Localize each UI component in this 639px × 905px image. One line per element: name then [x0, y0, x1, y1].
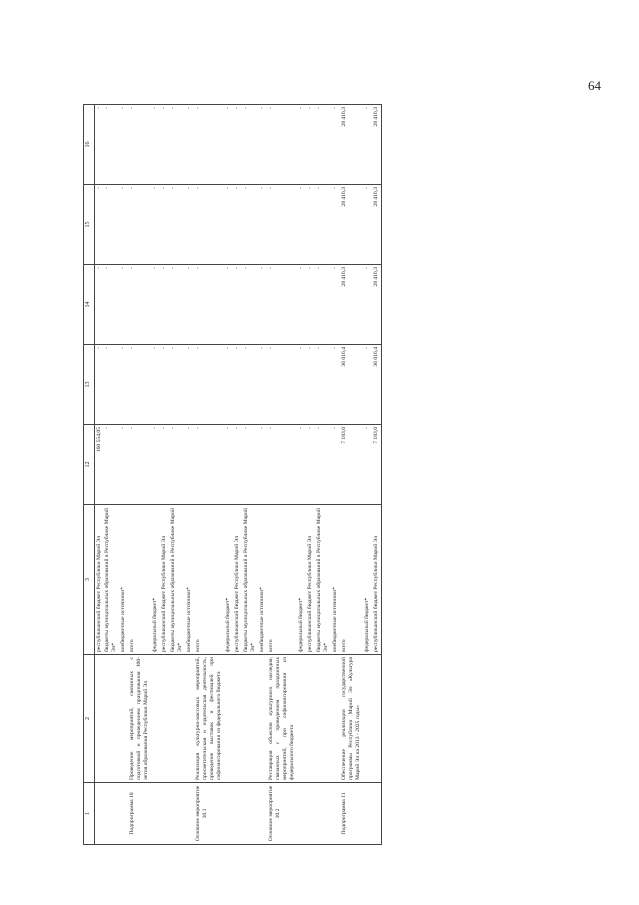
row-value-cell: -	[258, 105, 267, 185]
row-description-cell: Реализация культурно-массовых мероприятий, просветительская и издательская деятельность, проведение выставок и фестивалей при софинансировании из федерального бюджета	[194, 655, 224, 783]
row-value-cell: -	[151, 345, 160, 425]
budget-table	[83, 104, 382, 845]
row-description-cell	[94, 655, 103, 783]
table-header	[84, 105, 95, 845]
row-value-cell: -	[331, 265, 340, 345]
row-value-cell: -	[233, 105, 242, 185]
table-row	[242, 105, 258, 845]
row-value-cell: -	[151, 105, 160, 185]
row-program-cell	[119, 783, 128, 845]
row-value-cell: -	[258, 265, 267, 345]
row-source-cell: республиканский бюджет Республики Марий Эл	[94, 505, 103, 655]
row-source-cell: республиканский бюджет Республики Марий Эл	[233, 505, 242, 655]
column-header: 14	[84, 265, 95, 345]
row-value-cell: -	[233, 425, 242, 505]
row-program-cell: Подпрограмма 11	[340, 783, 363, 845]
row-value-cell: -	[160, 265, 169, 345]
row-value-cell: -	[194, 105, 224, 185]
row-value-cell: -	[363, 345, 372, 425]
row-program-cell	[224, 783, 233, 845]
row-value-cell: -	[103, 105, 119, 185]
row-description-cell	[169, 655, 185, 783]
row-value-cell: -	[267, 265, 297, 345]
row-value-cell: -	[119, 105, 128, 185]
table-row	[315, 105, 331, 845]
row-value-cell: -	[363, 425, 372, 505]
row-description-cell	[331, 655, 340, 783]
row-description-cell	[103, 655, 119, 783]
row-source-cell: республиканский бюджет Республики Марий Эл	[372, 505, 381, 655]
row-source-cell: всего	[194, 505, 224, 655]
row-value-cell: -	[128, 345, 151, 425]
row-program-cell: Подпрограмма 10	[128, 783, 151, 845]
row-program-cell	[151, 783, 160, 845]
row-value-cell: -	[267, 425, 297, 505]
table-row	[151, 105, 160, 845]
row-description-cell	[119, 655, 128, 783]
column-header: 3	[84, 505, 95, 655]
row-value-cell: -	[160, 185, 169, 265]
row-value-cell: -	[331, 185, 340, 265]
row-description-cell	[242, 655, 258, 783]
row-program-cell: Основное мероприятие 10.1	[194, 783, 224, 845]
column-header: 16	[84, 105, 95, 185]
row-value-cell: 28 416,3	[340, 265, 363, 345]
row-description-cell	[297, 655, 306, 783]
row-value-cell: -	[169, 425, 185, 505]
row-source-cell: федеральный бюджет*	[363, 505, 372, 655]
table-row	[306, 105, 315, 845]
row-value-cell: 28 416,3	[372, 265, 381, 345]
table-row	[363, 105, 372, 845]
row-description-cell	[160, 655, 169, 783]
row-value-cell: -	[258, 345, 267, 425]
row-value-cell: -	[306, 425, 315, 505]
row-value-cell: 28 416,3	[340, 185, 363, 265]
row-value-cell: -	[169, 105, 185, 185]
row-source-cell: всего	[267, 505, 297, 655]
table-row	[160, 105, 169, 845]
row-program-cell	[242, 783, 258, 845]
row-value-cell: -	[151, 265, 160, 345]
table-row	[103, 105, 119, 845]
row-value-cell: -	[103, 425, 119, 505]
row-value-cell: -	[233, 345, 242, 425]
row-value-cell: -	[185, 425, 194, 505]
row-value-cell: -	[297, 185, 306, 265]
row-value-cell: 36 016,4	[372, 345, 381, 425]
row-value-cell: -	[242, 425, 258, 505]
row-source-cell: республиканский бюджет Республики Марий Эл	[306, 505, 315, 655]
row-description-cell	[233, 655, 242, 783]
row-value-cell: -	[169, 345, 185, 425]
row-source-cell: всего	[128, 505, 151, 655]
row-value-cell: -	[119, 425, 128, 505]
row-value-cell: -	[267, 185, 297, 265]
table-row	[372, 105, 381, 845]
row-program-cell	[297, 783, 306, 845]
row-value-cell: -	[94, 185, 103, 265]
row-value-cell: -	[363, 105, 372, 185]
row-program-cell	[331, 783, 340, 845]
row-value-cell: -	[297, 105, 306, 185]
row-value-cell: -	[185, 185, 194, 265]
row-value-cell: -	[103, 185, 119, 265]
row-value-cell: 28 416,3	[372, 185, 381, 265]
row-value-cell: -	[119, 265, 128, 345]
row-value-cell: -	[315, 425, 331, 505]
row-value-cell: -	[224, 425, 233, 505]
table-row	[128, 105, 151, 845]
table-row	[224, 105, 233, 845]
table-row	[340, 105, 363, 845]
row-source-cell: бюджеты муниципальных образований в Республике Марий Эл*	[103, 505, 119, 655]
row-description-cell	[224, 655, 233, 783]
row-value-cell: -	[331, 345, 340, 425]
row-value-cell: -	[103, 265, 119, 345]
row-value-cell: -	[306, 185, 315, 265]
row-value-cell: -	[242, 185, 258, 265]
row-value-cell: -	[94, 105, 103, 185]
row-value-cell: 28 416,3	[340, 105, 363, 185]
row-value-cell: -	[315, 105, 331, 185]
row-value-cell: -	[297, 265, 306, 345]
row-value-cell: -	[258, 185, 267, 265]
row-value-cell: -	[194, 185, 224, 265]
row-value-cell: -	[194, 345, 224, 425]
row-description-cell: Проведение мероприятий, связанных с подготовкой и проведением празднования 100-летия образования Республики Марий Эл	[128, 655, 151, 783]
row-value-cell: -	[242, 265, 258, 345]
row-value-cell: -	[224, 345, 233, 425]
row-value-cell: -	[185, 265, 194, 345]
table-row	[267, 105, 297, 845]
row-value-cell: -	[94, 265, 103, 345]
row-value-cell: -	[306, 265, 315, 345]
row-value-cell: -	[297, 345, 306, 425]
row-source-cell: внебюджетные источники*	[258, 505, 267, 655]
row-value-cell: 160 554,05	[94, 425, 103, 505]
column-header: 12	[84, 425, 95, 505]
column-header: 15	[84, 185, 95, 265]
table-row	[297, 105, 306, 845]
row-program-cell: Основное мероприятие 10.2	[267, 783, 297, 845]
row-program-cell	[258, 783, 267, 845]
row-value-cell: -	[169, 185, 185, 265]
row-source-cell: федеральный бюджет*	[151, 505, 160, 655]
row-value-cell: 28 416,3	[372, 105, 381, 185]
row-value-cell: -	[315, 345, 331, 425]
row-value-cell: -	[151, 425, 160, 505]
row-value-cell: -	[160, 345, 169, 425]
row-value-cell: -	[331, 105, 340, 185]
row-description-cell	[306, 655, 315, 783]
row-description-cell: Обеспечение реализации государственной программы Республики Марий Эл «Культура Марий Эл на 2013 - 2025 годы»	[340, 655, 363, 783]
row-description-cell	[372, 655, 381, 783]
row-value-cell: -	[119, 185, 128, 265]
row-source-cell: внебюджетные источники*	[185, 505, 194, 655]
row-value-cell: -	[315, 185, 331, 265]
row-value-cell: -	[169, 265, 185, 345]
row-value-cell: -	[160, 425, 169, 505]
row-program-cell	[233, 783, 242, 845]
row-source-cell: республиканский бюджет Республики Марий Эл	[160, 505, 169, 655]
row-value-cell: -	[315, 265, 331, 345]
row-value-cell: -	[233, 185, 242, 265]
row-program-cell	[306, 783, 315, 845]
row-value-cell: 7 183,0	[372, 425, 381, 505]
row-source-cell: бюджеты муниципальных образований в Республике Марий Эл*	[315, 505, 331, 655]
row-value-cell: -	[267, 105, 297, 185]
row-description-cell	[363, 655, 372, 783]
row-description-cell	[315, 655, 331, 783]
row-program-cell	[372, 783, 381, 845]
table-row	[94, 105, 103, 845]
row-value-cell: -	[297, 425, 306, 505]
row-program-cell	[160, 783, 169, 845]
table-row	[169, 105, 185, 845]
table-row	[331, 105, 340, 845]
table-row	[233, 105, 242, 845]
row-description-cell: Реставрация объектов культурного наследия, связанных с проведением праздничных мероприятий, при софинансировании из федерального бюджета	[267, 655, 297, 783]
row-program-cell	[94, 783, 103, 845]
row-source-cell: федеральный бюджет*	[224, 505, 233, 655]
row-value-cell: -	[331, 425, 340, 505]
row-description-cell	[185, 655, 194, 783]
row-value-cell: -	[119, 345, 128, 425]
row-value-cell: -	[128, 265, 151, 345]
row-value-cell: -	[242, 345, 258, 425]
row-source-cell: федеральный бюджет*	[297, 505, 306, 655]
table-body	[94, 105, 381, 845]
page-number: 64	[588, 78, 601, 93]
row-program-cell	[315, 783, 331, 845]
row-value-cell: -	[242, 105, 258, 185]
row-source-cell: внебюджетные источники*	[119, 505, 128, 655]
row-value-cell: -	[151, 185, 160, 265]
row-value-cell: -	[194, 425, 224, 505]
row-value-cell: -	[363, 185, 372, 265]
row-value-cell: -	[233, 265, 242, 345]
row-program-cell	[103, 783, 119, 845]
row-value-cell: -	[224, 105, 233, 185]
row-source-cell: бюджеты муниципальных образований в Республике Марий Эл*	[242, 505, 258, 655]
row-value-cell: -	[185, 105, 194, 185]
rotated-table-wrapper	[83, 105, 588, 845]
row-program-cell	[363, 783, 372, 845]
row-value-cell: -	[128, 425, 151, 505]
table-row	[258, 105, 267, 845]
row-program-cell	[169, 783, 185, 845]
row-value-cell: -	[160, 105, 169, 185]
row-value-cell: -	[224, 185, 233, 265]
column-header: 2	[84, 655, 95, 783]
row-value-cell: -	[128, 185, 151, 265]
header-row	[84, 105, 95, 845]
table-row	[185, 105, 194, 845]
row-value-cell: -	[258, 425, 267, 505]
row-source-cell: внебюджетные источники*	[331, 505, 340, 655]
column-header: 13	[84, 345, 95, 425]
row-value-cell: 7 183,0	[340, 425, 363, 505]
row-source-cell: бюджеты муниципальных образований в Республике Марий Эл*	[169, 505, 185, 655]
row-source-cell: всего	[340, 505, 363, 655]
row-value-cell: -	[103, 345, 119, 425]
row-value-cell: -	[128, 105, 151, 185]
row-value-cell: -	[224, 265, 233, 345]
row-value-cell: -	[306, 105, 315, 185]
row-description-cell	[151, 655, 160, 783]
row-value-cell: -	[185, 345, 194, 425]
column-header: 1	[84, 783, 95, 845]
row-value-cell: -	[194, 265, 224, 345]
row-value-cell: -	[94, 345, 103, 425]
row-value-cell: -	[267, 345, 297, 425]
row-value-cell: 36 016,4	[340, 345, 363, 425]
row-value-cell: -	[363, 265, 372, 345]
table-row	[119, 105, 128, 845]
row-program-cell	[185, 783, 194, 845]
row-value-cell: -	[306, 345, 315, 425]
row-description-cell	[258, 655, 267, 783]
table-row	[194, 105, 224, 845]
